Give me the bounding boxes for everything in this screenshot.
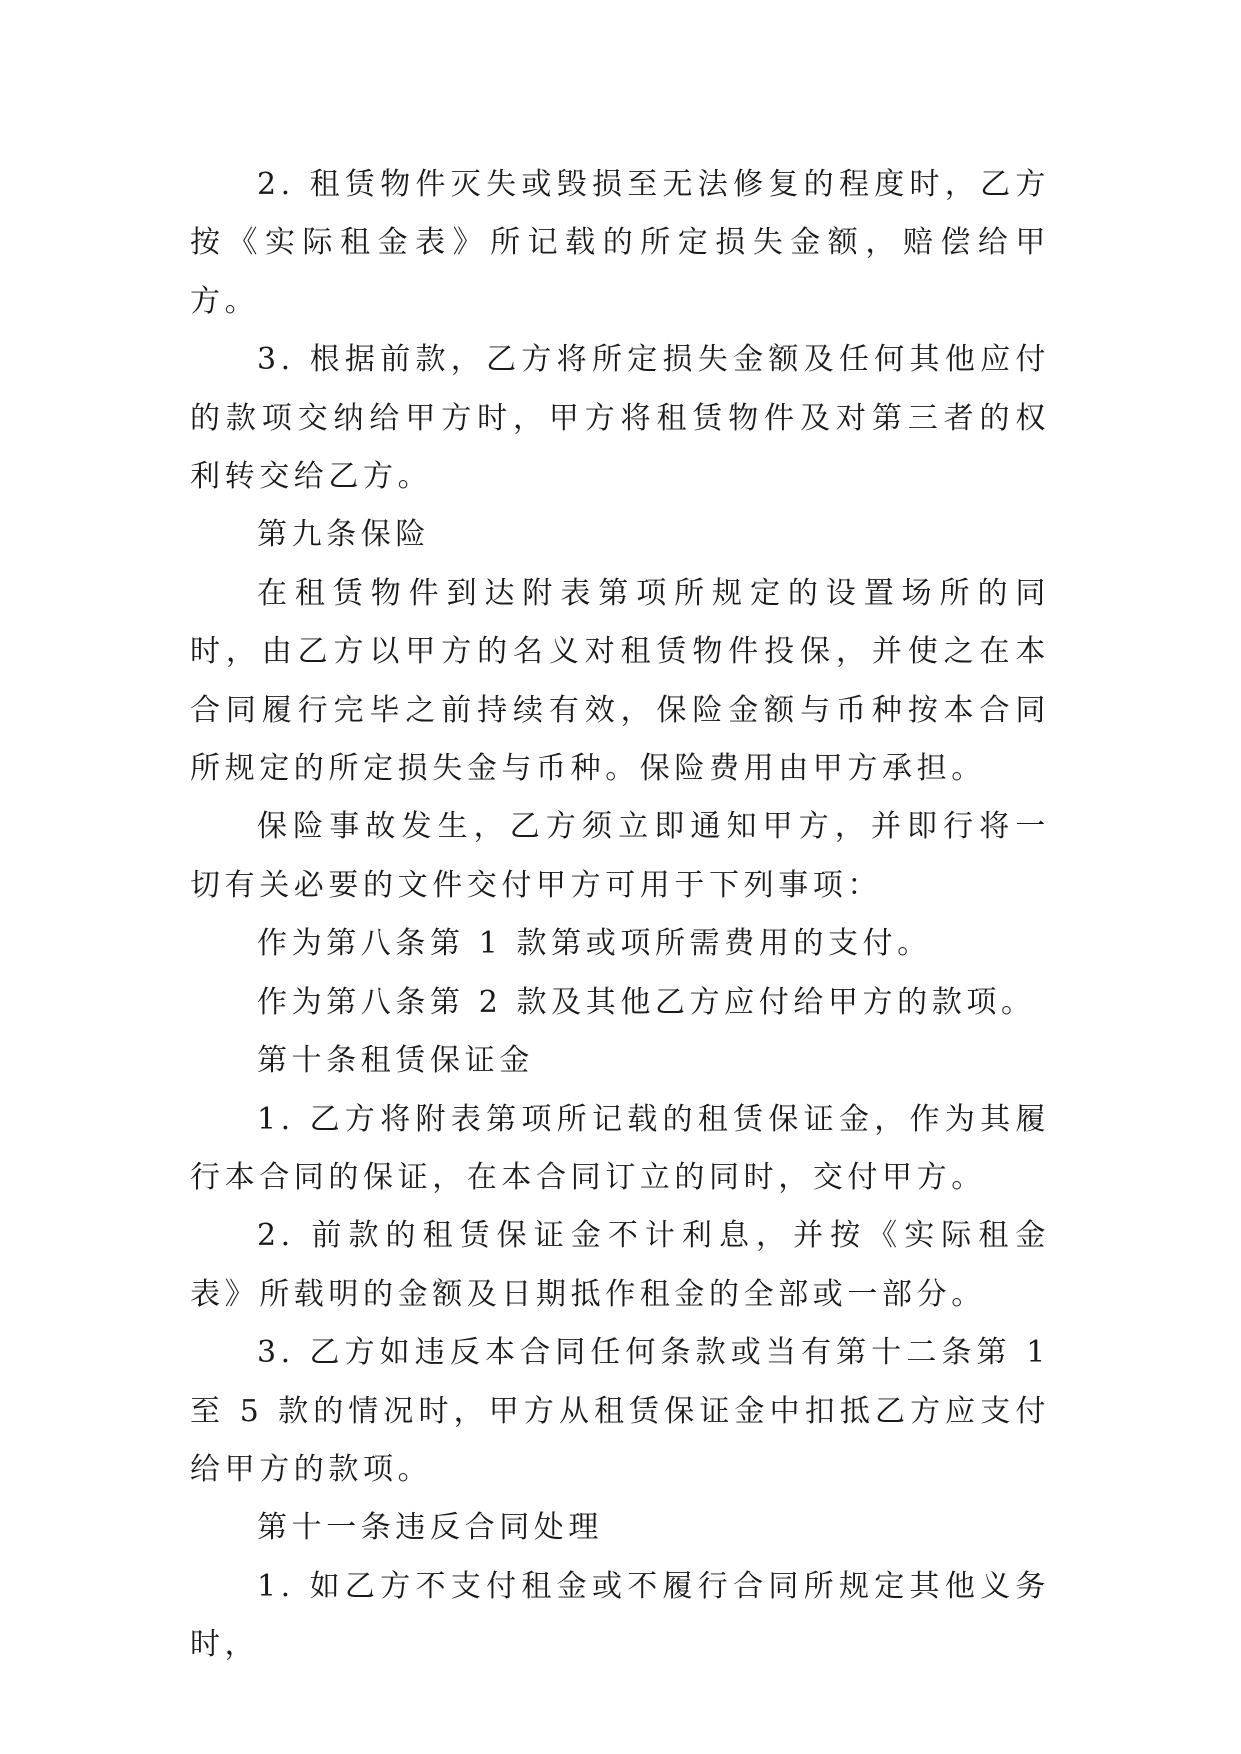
heading-article-9: 第九条保险 [257,517,430,553]
document-body [190,156,1050,1675]
paragraph-article-9-insurance: 在租赁物件到达附表第项所规定的设置场所的同时，由乙方以甲方的名义对租赁物件投保，并使之在本合同履行完毕之前持续有效，保险金额与币种按本合同所规定的所定损失金与币种。保险费用由甲方承担。 [190,575,1050,787]
paragraph-clause-8-3: 3. 根据前款，乙方将所定损失金额及任何其他应付的款项交纳给甲方时，甲方将租赁物件及对第三者的权利转交给乙方。 [190,342,1050,495]
paragraph-clause-10-1: 1. 乙方将附表第项所记载的租赁保证金，作为其履行本合同的保证，在本合同订立的同时，交付甲方。 [190,1101,1050,1195]
paragraph-clause-11-1: 1. 如乙方不支付租金或不履行合同所规定其他义务时， [190,1568,1050,1663]
paragraph-article-9-accident: 保险事故发生，乙方须立即通知甲方，并即行将一切有关必要的文件交付甲方可用于下列事项： [190,809,1050,903]
paragraph-clause-8-2: 2. 租赁物件灭失或毁损至无法修复的程度时，乙方按《实际租金表》所记载的所定损失金额，赔偿给甲方。 [190,167,1050,319]
heading-article-11: 第十一条违反合同处理 [257,1510,603,1546]
paragraph-article-9-use-1: 作为第八条第 1 款第或项所需费用的支付。 [257,926,932,962]
paragraph-article-9-use-2: 作为第八条第 2 款及其他乙方应付给甲方的款项。 [257,984,1036,1020]
paragraph-clause-10-2: 2. 前款的租赁保证金不计利息，并按《实际租金表》所载明的金额及日期抵作租金的全部或一部分。 [190,1218,1050,1312]
paragraph-clause-10-3: 3. 乙方如违反本合同任何条款或当有第十二条第 1 至 5 款的情况时，甲方从租赁保证金中扣抵乙方应支付给甲方的款项。 [190,1335,1050,1487]
heading-article-10: 第十条租赁保证金 [257,1043,534,1079]
